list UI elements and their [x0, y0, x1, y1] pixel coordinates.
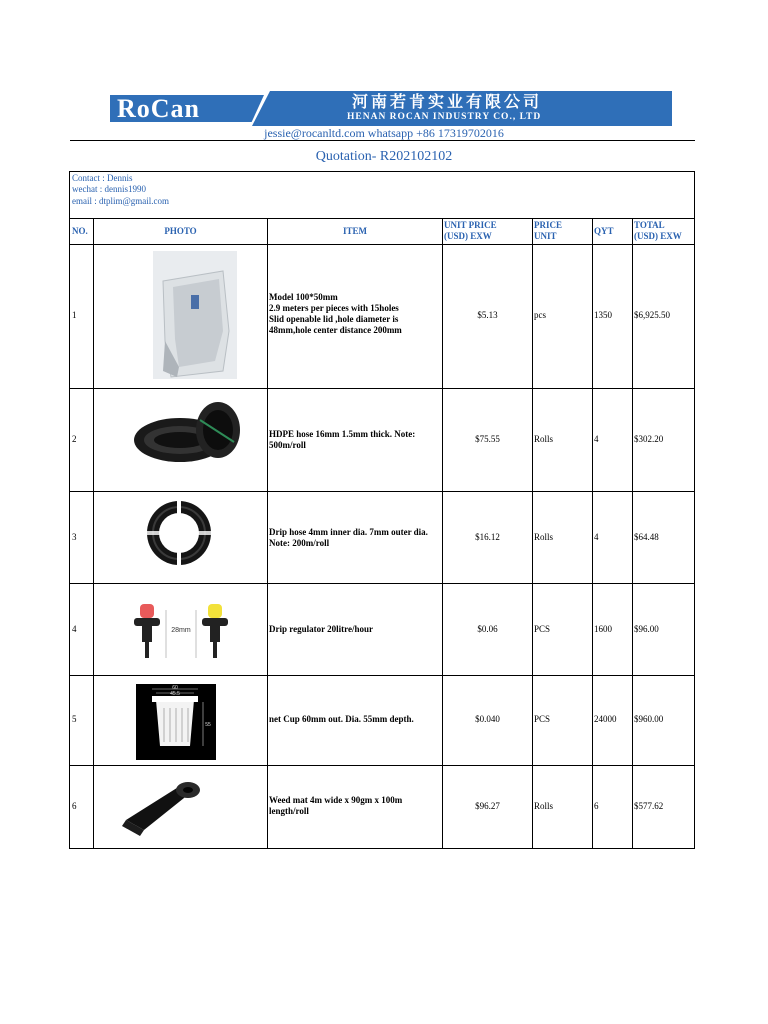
- item-line: Slid openable lid ,hole diameter is: [269, 314, 399, 324]
- col-header-price-unit-line1: PRICE: [534, 220, 563, 230]
- total-price: $6,925.50: [634, 310, 670, 320]
- row-no: 1: [72, 310, 77, 320]
- col-header-total-line1: TOTAL: [634, 220, 665, 230]
- wechat-id: wechat : dennis1990: [72, 184, 146, 194]
- company-name-cn: 河南若肯实业有限公司: [352, 92, 543, 111]
- item-line: length/roll: [269, 806, 309, 816]
- price-unit: Rolls: [534, 532, 554, 542]
- col-header-item: ITEM: [342, 226, 367, 236]
- hose-roll-icon: [130, 400, 255, 470]
- quantity: 1600: [594, 624, 612, 634]
- drip-hose-coil-icon: [144, 498, 214, 568]
- col-header-total: [634, 220, 682, 242]
- row-divider: [70, 583, 694, 584]
- item-line: Drip hose 4mm inner dia. 7mm outer dia.: [269, 527, 428, 537]
- item-line: Drip regulator 20litre/hour: [269, 624, 373, 634]
- quantity: 24000: [594, 714, 617, 724]
- col-header-no: NO.: [72, 226, 88, 236]
- unit-price: $96.27: [475, 801, 500, 811]
- dimension-label: 45.5: [170, 691, 180, 697]
- row-divider: [70, 675, 694, 676]
- company-name-en: HENAN ROCAN INDUSTRY CO., LTD: [347, 112, 542, 122]
- col-divider: [632, 218, 633, 848]
- item-line: Note: 200m/roll: [269, 538, 330, 548]
- item-line: HDPE hose 16mm 1.5mm thick. Note:: [269, 429, 416, 439]
- price-unit: Rolls: [534, 434, 554, 444]
- col-divider: [532, 218, 533, 848]
- header-rule: [70, 140, 695, 141]
- dimension-label: 55: [205, 722, 211, 728]
- item-description: [269, 714, 441, 725]
- weed-mat-roll-icon: [122, 776, 208, 840]
- drip-regulator-icon: [128, 602, 238, 664]
- row-no: 4: [72, 624, 77, 634]
- price-unit: pcs: [534, 310, 546, 320]
- item-description: [269, 429, 441, 451]
- item-line: Model 100*50mm: [269, 292, 338, 302]
- row-no: 6: [72, 801, 77, 811]
- row-divider: [70, 491, 694, 492]
- col-header-unit-price-line1: UNIT PRICE: [444, 220, 497, 230]
- dimension-label: 28mm: [171, 627, 191, 634]
- item-description: [269, 624, 441, 635]
- item-description: [269, 292, 441, 336]
- col-header-price-unit: [534, 220, 562, 242]
- price-unit: Rolls: [534, 801, 554, 811]
- col-header-unit-price-line2: (USD) EXW: [444, 231, 492, 241]
- item-line: Weed mat 4m wide x 90gm x 100m: [269, 795, 403, 805]
- dimension-label: 60: [172, 685, 178, 691]
- price-unit: PCS: [534, 714, 551, 724]
- quantity: 6: [594, 801, 599, 811]
- row-divider: [70, 388, 694, 389]
- col-divider: [592, 218, 593, 848]
- item-line: 2.9 meters per pieces with 15holes: [269, 303, 399, 313]
- quantity: 1350: [594, 310, 612, 320]
- unit-price: $0.06: [477, 624, 498, 634]
- item-line: 500m/roll: [269, 440, 306, 450]
- total-price: $96.00: [634, 624, 659, 634]
- net-cup-icon: [136, 684, 216, 760]
- quotation-title: Quotation- R202102102: [315, 149, 453, 164]
- item-line: net Cup 60mm out. Dia. 55mm depth.: [269, 714, 414, 724]
- contact-name: Contact : Dennis: [72, 173, 133, 183]
- contact-info: [70, 172, 694, 219]
- row-no: 2: [72, 434, 77, 444]
- total-price: $960.00: [634, 714, 664, 724]
- contact-line: jessie@rocanltd.com whatsapp +86 17319702016: [264, 126, 504, 140]
- row-no: 3: [72, 532, 77, 542]
- quantity: 4: [594, 532, 599, 542]
- total-price: $64.48: [634, 532, 659, 542]
- contact-email: email : dtplim@gmail.com: [72, 196, 170, 206]
- unit-price: $5.13: [477, 310, 498, 320]
- col-divider: [267, 218, 268, 848]
- company-banner: [77, 91, 672, 126]
- item-description: [269, 795, 441, 817]
- quantity: 4: [594, 434, 599, 444]
- item-line: 48mm,hole center distance 200mm: [269, 325, 402, 335]
- unit-price: $0.040: [475, 714, 500, 724]
- row-divider: [70, 244, 694, 245]
- unit-price: $75.55: [475, 434, 500, 444]
- channel-tray-icon: [153, 251, 237, 379]
- company-logo: RoCan: [117, 94, 201, 123]
- col-header-photo: PHOTO: [164, 226, 197, 236]
- quotation-table: [69, 171, 695, 849]
- total-price: $577.62: [634, 801, 664, 811]
- col-header-price-unit-line2: UNIT: [534, 231, 557, 241]
- total-price: $302.20: [634, 434, 664, 444]
- col-header-qty: QYT: [594, 226, 614, 236]
- price-unit: PCS: [534, 624, 551, 634]
- col-divider: [93, 218, 94, 848]
- row-divider: [70, 765, 694, 766]
- row-no: 5: [72, 714, 77, 724]
- unit-price: $16.12: [475, 532, 500, 542]
- col-header-unit-price: [444, 220, 497, 242]
- col-header-total-line2: (USD) EXW: [634, 231, 682, 241]
- item-description: [269, 527, 441, 549]
